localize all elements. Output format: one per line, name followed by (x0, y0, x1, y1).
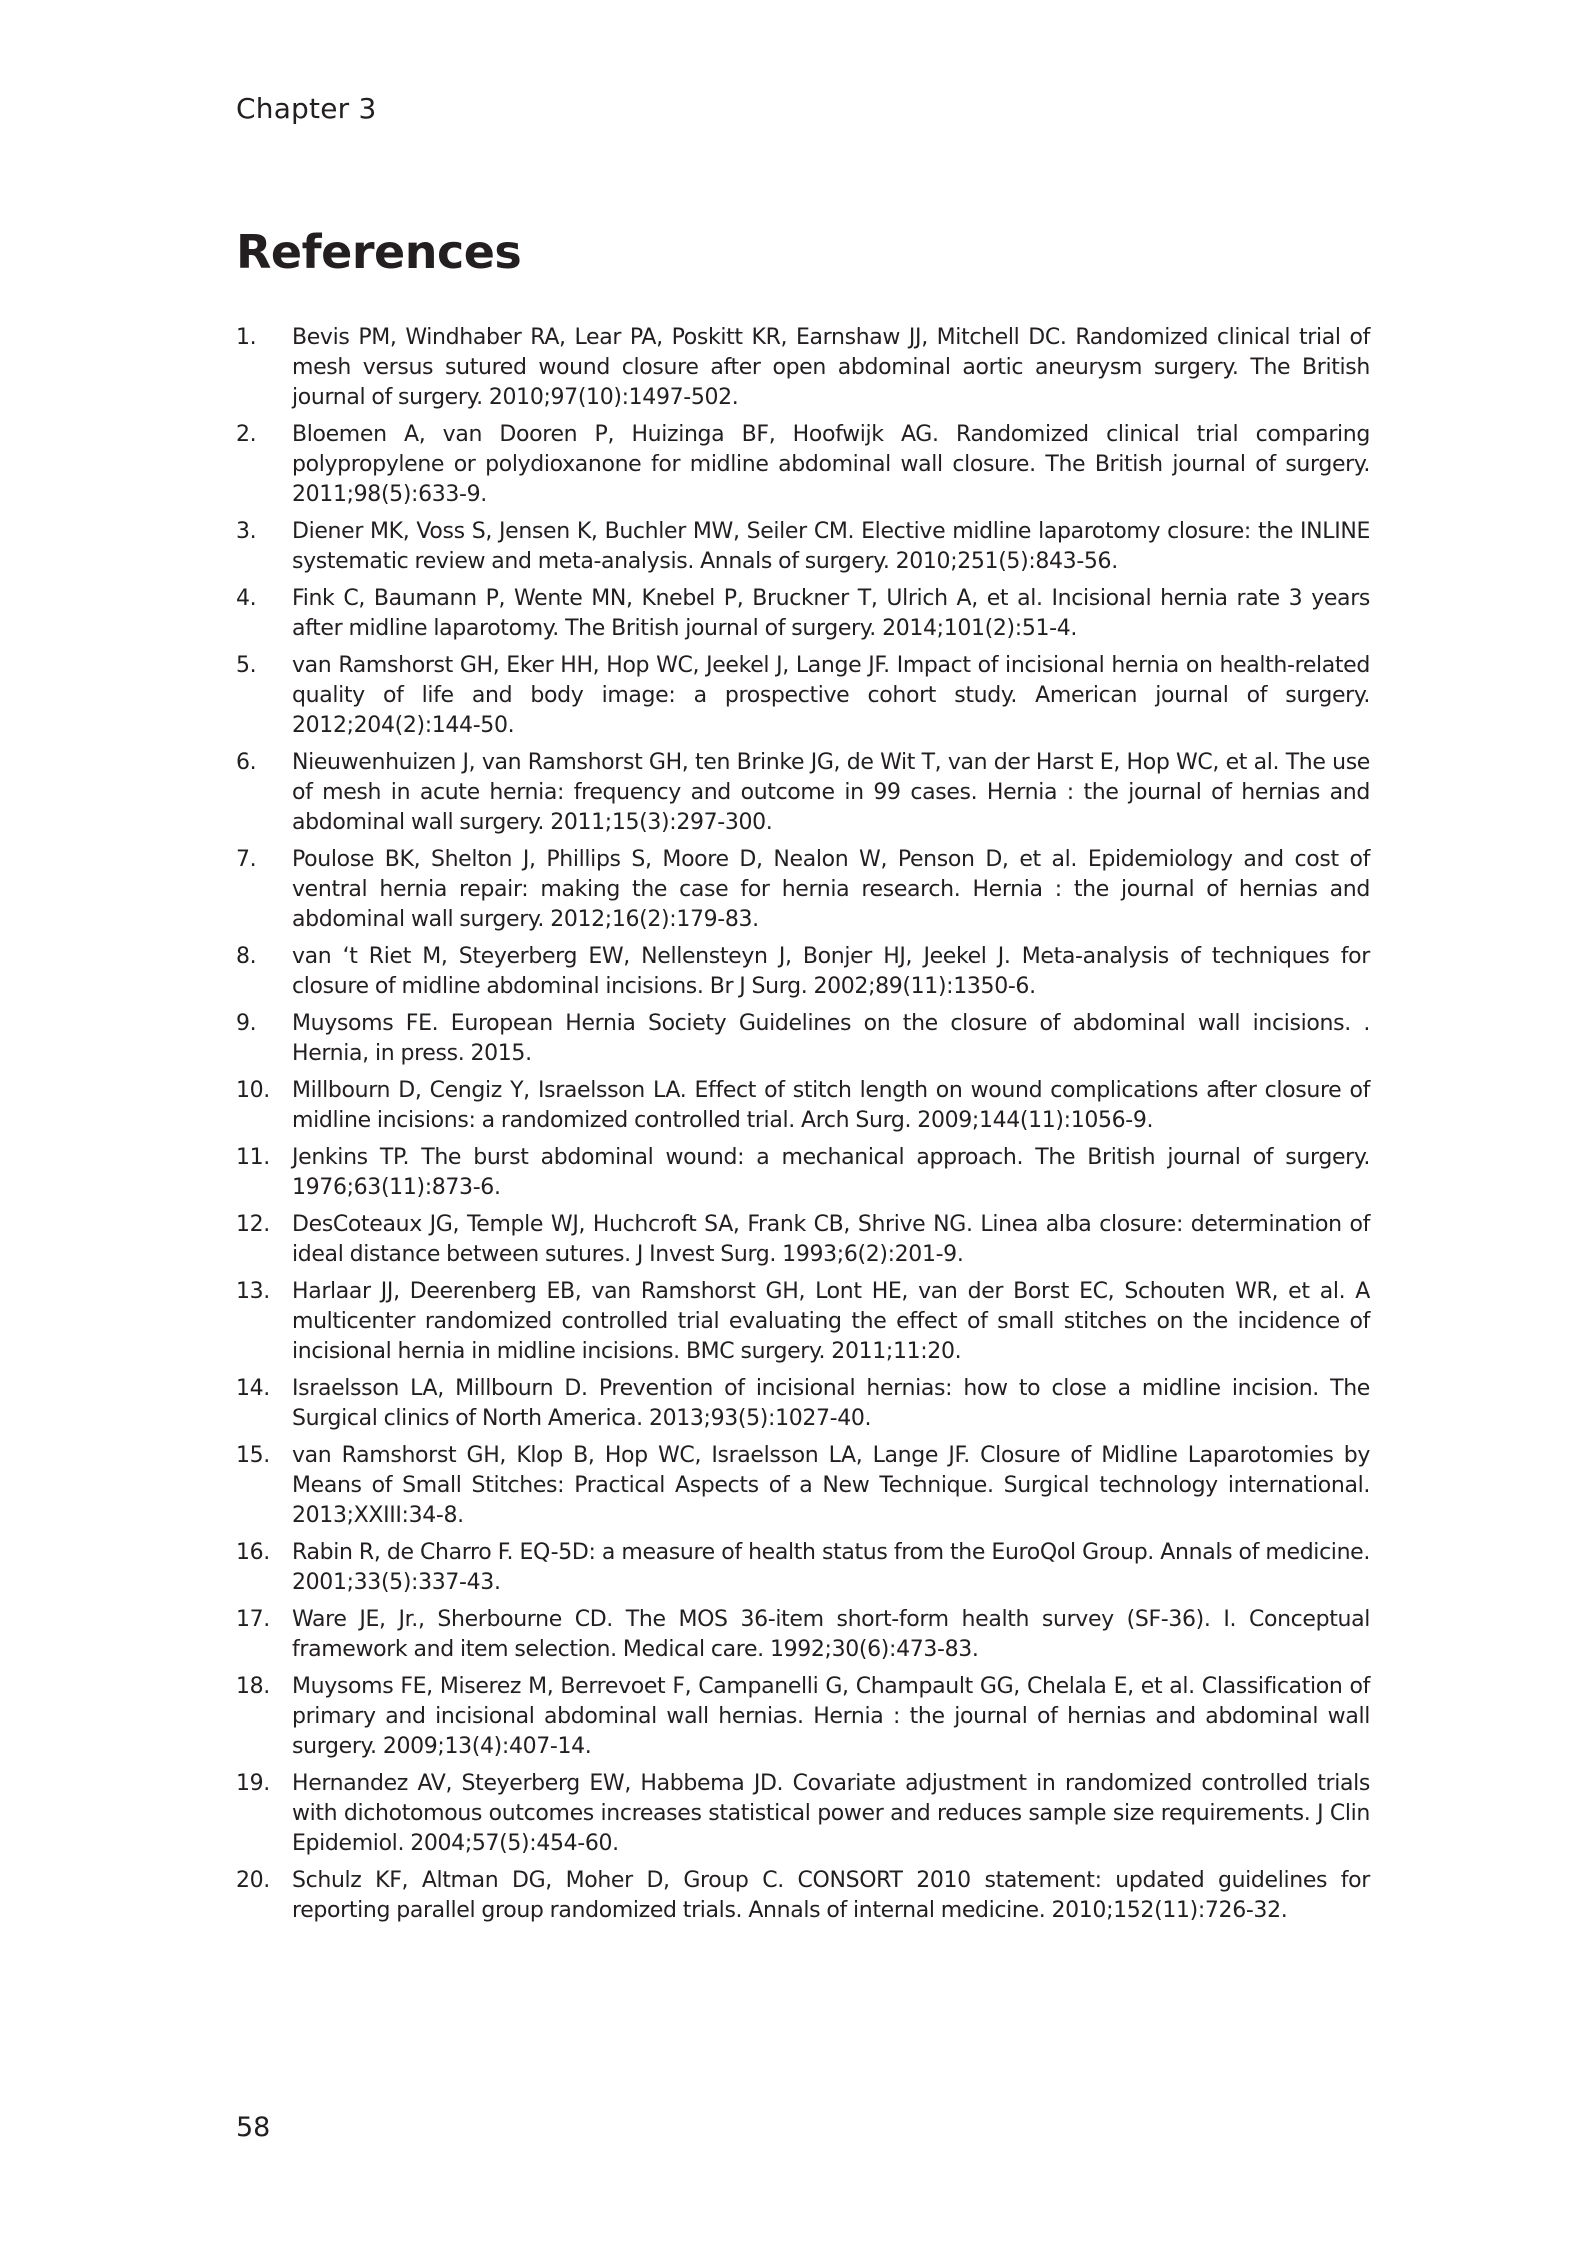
reference-number: 9. (236, 1011, 257, 1036)
reference-item (236, 1866, 1370, 1926)
reference-number: 7. (236, 847, 257, 872)
reference-number: 17. (236, 1607, 270, 1632)
reference-text: Muysoms FE, Miserez M, Berrevoet F, Campanelli G, Champault GG, Chelala E, et al. Classification of primary and incisional abdominal wall hernias. Hernia : the journal of hernias and abdominal wall surgery. 2009;13(4):407-14. (292, 1674, 1370, 1759)
reference-item (236, 517, 1370, 577)
reference-text: Fink C, Baumann P, Wente MN, Knebel P, Bruckner T, Ulrich A, et al. Incisional hernia rate 3 years after midline laparotomy. The British journal of surgery. 2014;101(2):51-4. (292, 586, 1370, 641)
reference-item (236, 1605, 1370, 1665)
reference-text: Schulz KF, Altman DG, Moher D, Group C. CONSORT 2010 statement: updated guidelines for reporting parallel group randomized trials. Annals of internal medicine. 2010;152(11):726-32. (292, 1868, 1370, 1923)
reference-number: 12. (236, 1212, 270, 1237)
reference-item (236, 845, 1370, 935)
reference-number: 6. (236, 750, 257, 775)
reference-item (236, 1374, 1370, 1434)
reference-item (236, 748, 1370, 838)
reference-text: Jenkins TP. The burst abdominal wound: a mechanical approach. The British journal of surgery. 1976;63(11):873-6. (292, 1145, 1370, 1200)
reference-item (236, 1076, 1370, 1136)
reference-text: Hernandez AV, Steyerberg EW, Habbema JD. Covariate adjustment in randomized controlled trials with dichotomous outcomes increases statistical power and reduces sample size requirements. J Clin Epidemiol. 2004;57(5):454-60. (292, 1771, 1370, 1856)
reference-text: Diener MK, Voss S, Jensen K, Buchler MW, Seiler CM. Elective midline laparotomy closure: the INLINE systematic review and meta-analysis. Annals of surgery. 2010;251(5):843-56. (292, 519, 1370, 574)
reference-text: Muysoms FE. European Hernia Society Guidelines on the closure of abdominal wall incisions. . Hernia, in press. 2015. (292, 1011, 1370, 1066)
reference-number: 2. (236, 422, 257, 447)
reference-item (236, 584, 1370, 644)
reference-number: 5. (236, 653, 257, 678)
reference-text: van Ramshorst GH, Klop B, Hop WC, Israelsson LA, Lange JF. Closure of Midline Laparotomies by Means of Small Stitches: Practical Aspects of a New Technique. Surgical technology international. 2013;XXIII:34-8. (292, 1443, 1370, 1528)
reference-text: DesCoteaux JG, Temple WJ, Huchcroft SA, Frank CB, Shrive NG. Linea alba closure: determination of ideal distance between sutures. J Invest Surg. 1993;6(2):201-9. (292, 1212, 1370, 1267)
reference-item (236, 651, 1370, 741)
reference-number: 13. (236, 1279, 270, 1304)
reference-text: Ware JE, Jr., Sherbourne CD. The MOS 36-item short-form health survey (SF-36). I. Conceptual framework and item selection. Medical care. 1992;30(6):473-83. (292, 1607, 1370, 1662)
reference-text: Bevis PM, Windhaber RA, Lear PA, Poskitt KR, Earnshaw JJ, Mitchell DC. Randomized clinical trial of mesh versus sutured wound closure after open abdominal aortic aneurysm surgery. The British journal of surgery. 2010;97(10):1497-502. (292, 325, 1370, 410)
reference-item (236, 323, 1370, 413)
reference-number: 18. (236, 1674, 270, 1699)
reference-item (236, 1210, 1370, 1270)
reference-item (236, 1672, 1370, 1762)
reference-text: Nieuwenhuizen J, van Ramshorst GH, ten Brinke JG, de Wit T, van der Harst E, Hop WC, et al. The use of mesh in acute hernia: frequency and outcome in 99 cases. Hernia : the journal of hernias and abdominal wall surgery. 2011;15(3):297-300. (292, 750, 1370, 835)
reference-text: Rabin R, de Charro F. EQ-5D: a measure of health status from the EuroQol Group. Annals of medicine. 2001;33(5):337-43. (292, 1540, 1370, 1595)
reference-item (236, 1009, 1370, 1069)
reference-text: Harlaar JJ, Deerenberg EB, van Ramshorst GH, Lont HE, van der Borst EC, Schouten WR, et al. A multicenter randomized controlled trial evaluating the effect of small stitches on the incidence of incisional hernia in midline incisions. BMC surgery. 2011;11:20. (292, 1279, 1370, 1364)
reference-item (236, 1769, 1370, 1859)
reference-number: 19. (236, 1771, 270, 1796)
reference-list (236, 323, 1370, 1933)
reference-text: Israelsson LA, Millbourn D. Prevention of incisional hernias: how to close a midline incision. The Surgical clinics of North America. 2013;93(5):1027-40. (292, 1376, 1370, 1431)
reference-item (236, 942, 1370, 1002)
reference-number: 11. (236, 1145, 270, 1170)
reference-text: van Ramshorst GH, Eker HH, Hop WC, Jeekel J, Lange JF. Impact of incisional hernia on health-related quality of life and body image: a prospective cohort study. American journal of surgery. 2012;204(2):144-50. (292, 653, 1370, 738)
reference-number: 1. (236, 325, 257, 350)
chapter-header: Chapter 3 (236, 92, 377, 125)
reference-item (236, 1277, 1370, 1367)
page-number: 58 (236, 2112, 271, 2143)
reference-number: 10. (236, 1078, 270, 1103)
reference-text: Bloemen A, van Dooren P, Huizinga BF, Hoofwijk AG. Randomized clinical trial comparing polypropylene or polydioxanone for midline abdominal wall closure. The British journal of surgery. 2011;98(5):633-9. (292, 422, 1370, 507)
reference-item (236, 420, 1370, 510)
reference-text: Poulose BK, Shelton J, Phillips S, Moore D, Nealon W, Penson D, et al. Epidemiology and cost of ventral hernia repair: making the case for hernia research. Hernia : the journal of hernias and abdominal wall surgery. 2012;16(2):179-83. (292, 847, 1370, 932)
section-title: References (236, 225, 522, 279)
reference-number: 15. (236, 1443, 270, 1468)
reference-item (236, 1143, 1370, 1203)
reference-number: 20. (236, 1868, 270, 1893)
reference-text: van ‘t Riet M, Steyerberg EW, Nellensteyn J, Bonjer HJ, Jeekel J. Meta-analysis of techniques for closure of midline abdominal incisions. Br J Surg. 2002;89(11):1350-6. (292, 944, 1370, 999)
reference-number: 14. (236, 1376, 270, 1401)
reference-item (236, 1441, 1370, 1531)
reference-number: 3. (236, 519, 257, 544)
reference-number: 8. (236, 944, 257, 969)
reference-number: 16. (236, 1540, 270, 1565)
reference-number: 4. (236, 586, 257, 611)
reference-item (236, 1538, 1370, 1598)
reference-text: Millbourn D, Cengiz Y, Israelsson LA. Effect of stitch length on wound complications after closure of midline incisions: a randomized controlled trial. Arch Surg. 2009;144(11):1056-9. (292, 1078, 1370, 1133)
